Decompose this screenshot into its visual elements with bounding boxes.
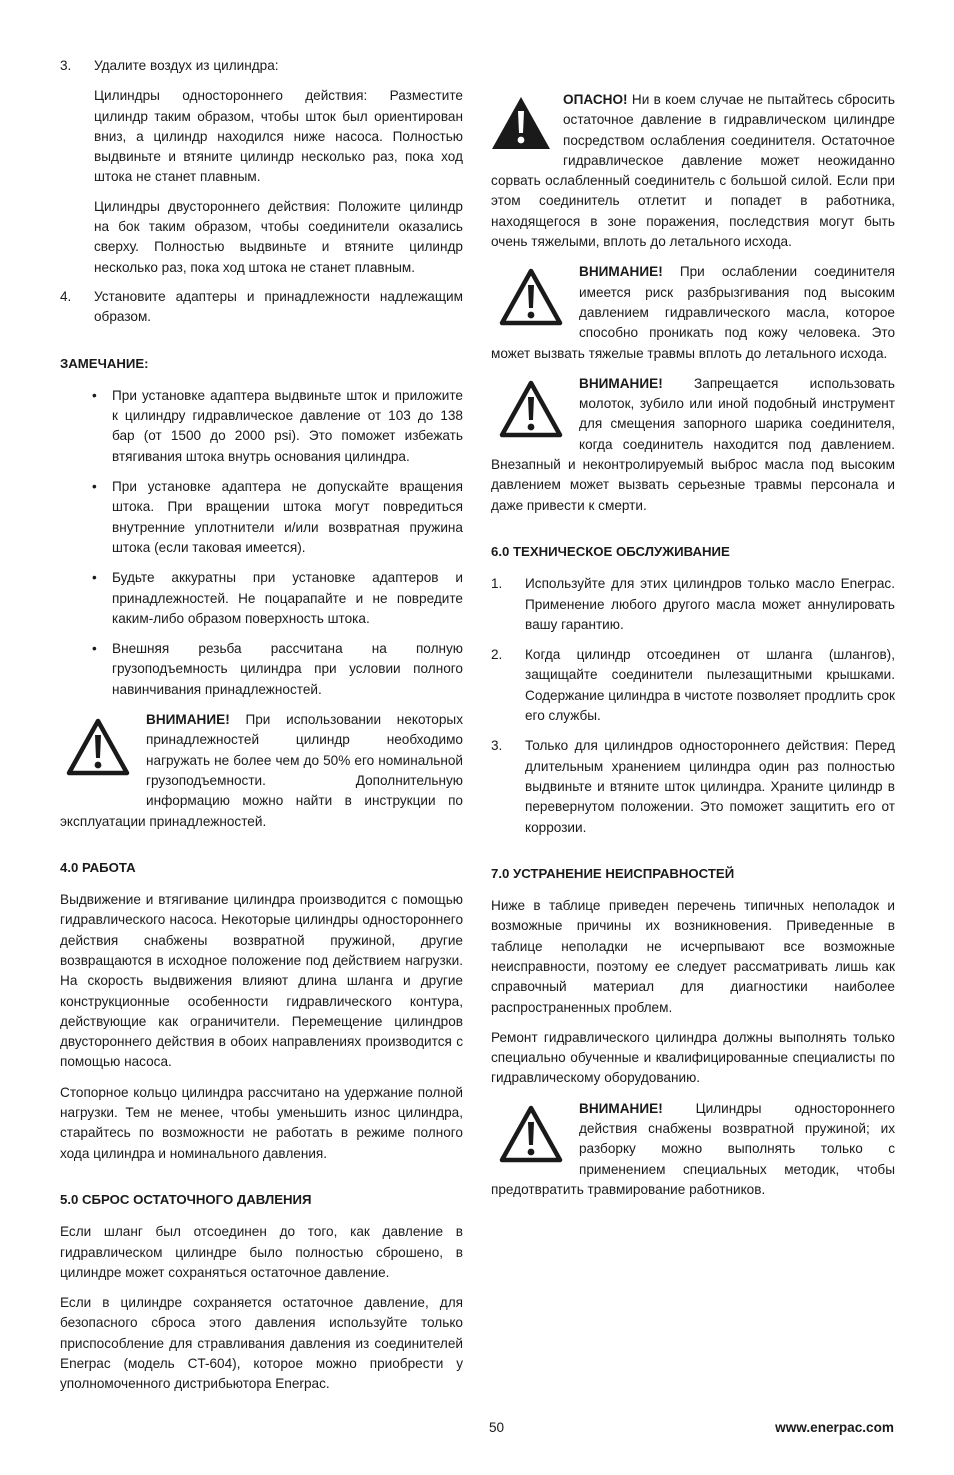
warning-block-hammer (491, 374, 895, 516)
list-number: 4. (60, 288, 72, 304)
warning-text: ВНИМАНИЕ! Запрещается использовать молоток, зубило или иной подобный инструмент для смещения запорного шарика соединителя, когда соединитель находится под давлением. Внезапный и неконтролируемый выброс масла под высоким давлением может вызвать серьезные травмы персонала и даже привести к смерти. (491, 375, 895, 513)
warning-text: ВНИМАНИЕ! При использовании некоторых принадлежностей цилиндр необходимо нагружать не более чем до 50% его номинальной грузоподъемности. Дополнительную информацию можно найти в инструкции по эксплуатации принадлежностей. (60, 712, 463, 829)
list-item-text: Когда цилиндр отсоединен от шланга (шлангов), защищайте соединители пылезащитными крышками. Содержание цилиндра в чистоте позволяет продлить срок его службы. (525, 647, 896, 724)
right-column (491, 88, 895, 1204)
bullet-dot: • (92, 570, 97, 586)
note-heading: ЗАМЕЧАНИЕ: (60, 355, 149, 371)
bullet-item (60, 568, 463, 629)
danger-block (491, 90, 895, 252)
bullet-dot: • (92, 641, 97, 657)
list-number: 3. (60, 58, 72, 73)
single-acting-paragraph: Цилиндры одностороннего действия: Разместите цилиндр таким образом, чтобы шток был ориентирован вниз, а цилиндр находился ниже насоса. Полностью выдвиньте и втяните цилиндр несколько раз, пока ход штока не станет плавным. (94, 88, 463, 185)
warning-block-spray (491, 262, 895, 363)
section-5-paragraph: Если шланг был отсоединен до того, как давление в гидравлическом цилиндре было полностью сброшено, в цилиндре может сохраняться остаточное давление. (60, 1224, 463, 1280)
section-4-heading: 4.0 РАБОТА (60, 859, 136, 875)
section-7-heading: 7.0 УСТРАНЕНИЕ НЕИСПРАВНОСТЕЙ (491, 865, 735, 881)
danger-label: ОПАСНО! (563, 92, 628, 107)
bullet-dot: • (92, 387, 97, 403)
list-item-4 (60, 287, 463, 328)
list-item-text: Используйте для этих цилиндров только масло Enerpac. Применение любого другого масла может аннулировать вашу гарантию. (525, 576, 895, 632)
bullet-item (60, 639, 463, 700)
list-item-text: Установите адаптеры и принадлежности надлежащим образом. (94, 288, 463, 325)
list-number: 3. (491, 738, 503, 754)
list-item-3 (60, 56, 463, 76)
warning-label: ВНИМАНИЕ! (579, 264, 663, 280)
list-number: 2. (491, 647, 503, 663)
list-item (491, 645, 895, 726)
warning-block-accessories (60, 710, 463, 832)
left-column (60, 56, 463, 1405)
bullet-text: Внешняя резьба рассчитана на полную грузоподъемность цилиндра при условии полного навинчивания принадлежностей. (112, 641, 463, 697)
list-item-text: Удалите воздух из цилиндра: (94, 58, 279, 73)
bullet-text: Будьте аккуратны при установке адаптеров и принадлежностей. Не поцарапайте и не повредите каким-либо образом поверхность штока. (112, 570, 463, 626)
bullet-text: При установке адаптера выдвиньте шток и приложите к цилиндру гидравлическое давление от 103 до 138 бар (от 1500 до 2000 psi). Это поможет избежать втягивания штока внутрь основания цилиндра. (112, 387, 463, 464)
warning-triangle-icon (499, 1105, 563, 1163)
bullet-item (60, 386, 463, 467)
warning-triangle-icon (499, 268, 563, 326)
section-4-paragraph: Выдвижение и втягивание цилиндра производится с помощью гидравлического насоса. Некоторые цилиндры одностороннего действия снабжены возвратной пружиной, другие возвращаются в исходное положение под действием нагрузки. На скорость выдвижения влияют длина шланга и другие конструкционные особенности гидравлического контура, действующие как ограничители. Перемещение цилиндров двустороннего действия в обоих направлениях производится с помощью насоса. (60, 892, 463, 1070)
section-7-paragraph: Ниже в таблице приведен перечень типичных неполадок и возможные причины их возникновения. Приведенные в таблице неполадки не исчерпывают все возможные неисправности, поэтому ее следует рассматривать лишь как справочный материал для диагностики наиболее распространенных проблем. (491, 898, 895, 1015)
section-5-paragraph: Если в цилиндре сохраняется остаточное давление, для безопасного сброса этого давления используйте только приспособление для стравливания давления из соединителей Enerpac (модель CT-604), которое можно приобрести у уполномоченного дистрибьютора Enerpac. (60, 1295, 463, 1392)
section-7-paragraph: Ремонт гидравлического цилиндра должны выполнять только специально обученные и квалифицированные специалисты по гидравлическому оборудованию. (491, 1029, 895, 1086)
warning-text: ВНИМАНИЕ! При ослаблении соединителя имеется риск разбрызгивания под высоким давлением гидравлического масла, которое способно проникать под кожу человека. Это может вызвать тяжелые травмы вплоть до летального исхода. (491, 264, 895, 361)
warning-triangle-icon (499, 380, 563, 438)
section-4-paragraph: Стопорное кольцо цилиндра рассчитано на удержание полной нагрузки. Тем не менее, чтобы уменьшить износ цилиндра, старайтесь по возможности не работать в режиме полного хода цилиндра и номинального давления. (60, 1084, 463, 1161)
bullet-item (60, 477, 463, 558)
danger-triangle-icon (491, 96, 551, 150)
warning-text: ВНИМАНИЕ! Цилиндры одностороннего действия снабжены возвратной пружиной; их разборку можно выполнять только с применением специальных методик, чтобы предотвратить травмирование работников. (491, 1100, 895, 1197)
list-number: 1. (491, 576, 503, 592)
page-number: 50 (489, 1420, 505, 1435)
section-5-heading: 5.0 СБРОС ОСТАТОЧНОГО ДАВЛЕНИЯ (60, 1191, 312, 1207)
section-6-heading: 6.0 ТЕХНИЧЕСКОЕ ОБСЛУЖИВАНИЕ (491, 543, 730, 559)
warning-label: ВНИМАНИЕ! (579, 1100, 663, 1116)
warning-triangle-icon (66, 718, 130, 776)
danger-text: ОПАСНО! Ни в коем случае не пытайтесь сбросить остаточное давление в гидравлическом цилиндре посредством ослабления соединителя. Остаточное гидравлическое давление может неожиданно сорвать ослабленный соединитель с большой силой. Если при этом соединитель отлетит и попадет в работника, находящегося в зоне поражения, последствия могут быть очень тяжелыми, вплоть до летального исхода. (491, 92, 895, 250)
list-item-text: Только для цилиндров одностороннего действия: Перед длительным хранением цилиндра один раз полностью выдвиньте и втяните шток цилиндра. Храните цилиндр в перевернутом положении. Это поможет защитить его от коррозии. (525, 738, 895, 835)
bullet-text: При установке адаптера не допускайте вращения штока. При вращении штока могут повредиться внутренние уплотнители и/или возвратная пружина штока (если таковая имеется). (112, 479, 463, 555)
warning-label: ВНИМАНИЕ! (146, 712, 230, 728)
website-link[interactable]: www.enerpac.com (775, 1420, 894, 1435)
bullet-dot: • (92, 479, 97, 495)
double-acting-paragraph: Цилиндры двустороннего действия: Положите цилиндр на бок таким образом, чтобы соединители оказались сверху. Полностью выдвиньте и втяните цилиндр несколько раз, пока ход штока не станет плавным. (94, 198, 463, 275)
warning-block-spring (491, 1099, 895, 1200)
warning-label: ВНИМАНИЕ! (579, 375, 663, 391)
list-item (491, 574, 895, 635)
list-item (491, 736, 895, 837)
